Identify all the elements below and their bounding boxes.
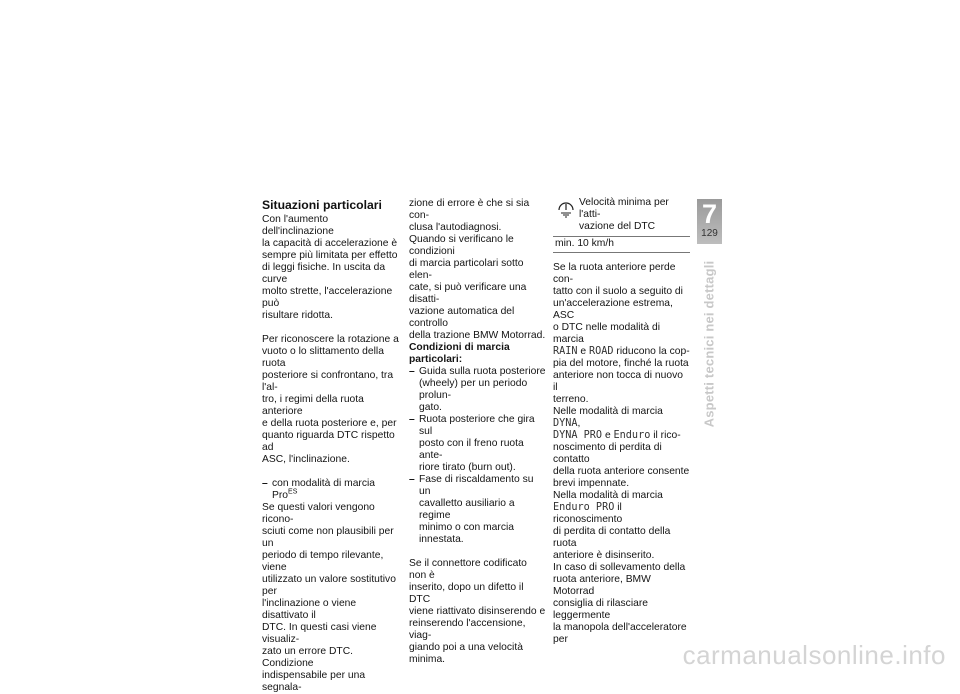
mode-dyna: DYNA <box>553 418 578 429</box>
mode-road: ROAD <box>589 346 614 357</box>
paragraph-sollevamento: In caso di sollevamento della ruota anteriore, BMW Motorrad consiglia di rilasciare leggermente la manopola dell'acceleratore per <box>553 562 687 645</box>
conditions-heading: Condizioni di marcia particolari: <box>409 342 510 365</box>
mode-dyna-pro: DYNA PRO <box>553 430 603 441</box>
watermark: carmanualsonline.info <box>682 640 946 670</box>
list-item: – Ruota posteriore che gira sul posto con il freno ruota ante- riore tirato (burn out). <box>409 414 535 473</box>
list-item: – Guida sulla ruota posteriore (wheely) per un periodo prolun- gato. <box>409 366 546 413</box>
note-value: min. 10 km/h <box>555 238 614 249</box>
column-1 <box>262 199 402 694</box>
paragraph-aumento-inclinazione: Con l'aumento dell'inclinazione la capacità di accelerazione è sempre più limitata per effetto di leggi fisiche. In uscita da curve molto strette, l'accelerazione può risultare ridotta. <box>262 214 398 321</box>
paragraph-dyna-modes: Nelle modalità di marcia DYNA, DYNA PRO e Enduro il rico- noscimento di perdita di contatto della ruota anteriore consente brevi impennate. <box>553 406 690 489</box>
paragraph-connettore-codificato: Se il connettore codificato non è inserito, dopo un difetto il DTC viene riattivato disinserendo e reinserendo l'accensione, viag- giando poi a una velocità minima. <box>409 558 546 665</box>
mode-enduro-pro: Enduro PRO <box>553 502 615 513</box>
paragraph-autodiagnosi: zione di errore è che si sia con- clusa l'autodiagnosi. Quando si verificano le condizioni di marcia particolari sotto elen- cate, si può verificare una disatti- vazione automatica del controllo della trazione BMW Motorrad. <box>409 198 546 341</box>
chapter-tab <box>697 199 722 244</box>
column-3 <box>553 197 690 646</box>
dash-bullet: – <box>262 478 268 489</box>
paragraph-enduro-pro: Nella modalità di marcia Enduro PRO il riconoscimento di perdita di contatto della ruota anteriore è disinserito. <box>553 490 671 561</box>
speedometer-gauge-icon <box>553 197 579 231</box>
paragraph-rotazione-a-vuoto: Per riconoscere la rotazione a vuoto o lo slittamento della ruota posteriore si confrontano, tra l'al- tro, i regimi della ruota anteriore e della ruota posteriore e, per quanto riguarda DTC rispetto ad ASC, l'inclinazione. <box>262 334 399 465</box>
dash-bullet: – <box>409 366 415 377</box>
mode-enduro: Enduro <box>613 430 651 441</box>
column-2 <box>409 198 546 666</box>
page-number: 129 <box>701 228 718 239</box>
chapter-number: 7 <box>701 199 718 229</box>
pro-mode-text: con modalità di marcia Pro <box>272 478 376 501</box>
pro-mode-condition <box>262 478 402 502</box>
list-item: – Fase di riscaldamento su un cavalletto ausiliario a regime minimo o con marcia innestata. <box>409 474 534 545</box>
paragraph-valori-non-plausibili: Se questi valori vengono ricono- sciuti come non plausibili per un periodo di tempo rilevante, viene utilizzato un valore sostitutivo per l'inclinazione o viene disattivato il DTC. In questi casi viene visualiz- zato un errore DTC. Condizione indispensabile per una segnala- <box>262 502 396 693</box>
section-title: Situazioni particolari <box>262 198 382 212</box>
mode-rain: RAIN <box>553 346 578 357</box>
dash-bullet: – <box>409 474 415 485</box>
dtc-speed-note: Velocità minima per l'atti- vazione del DTC min. 10 km/h <box>553 197 690 253</box>
note-title: Velocità minima per l'atti- <box>579 197 669 220</box>
paragraph-ruota-anteriore: Se la ruota anteriore perde con- tatto con il suolo a seguito di un'accelerazione estrema, ASC o DTC nelle modalità di marcia RAIN e ROAD riducono la cop- pia del motore, finché la ruota anteriore non tocca di nuovo il terreno. <box>553 262 690 405</box>
dash-bullet: – <box>409 414 415 425</box>
es-superscript: ES <box>288 488 298 496</box>
